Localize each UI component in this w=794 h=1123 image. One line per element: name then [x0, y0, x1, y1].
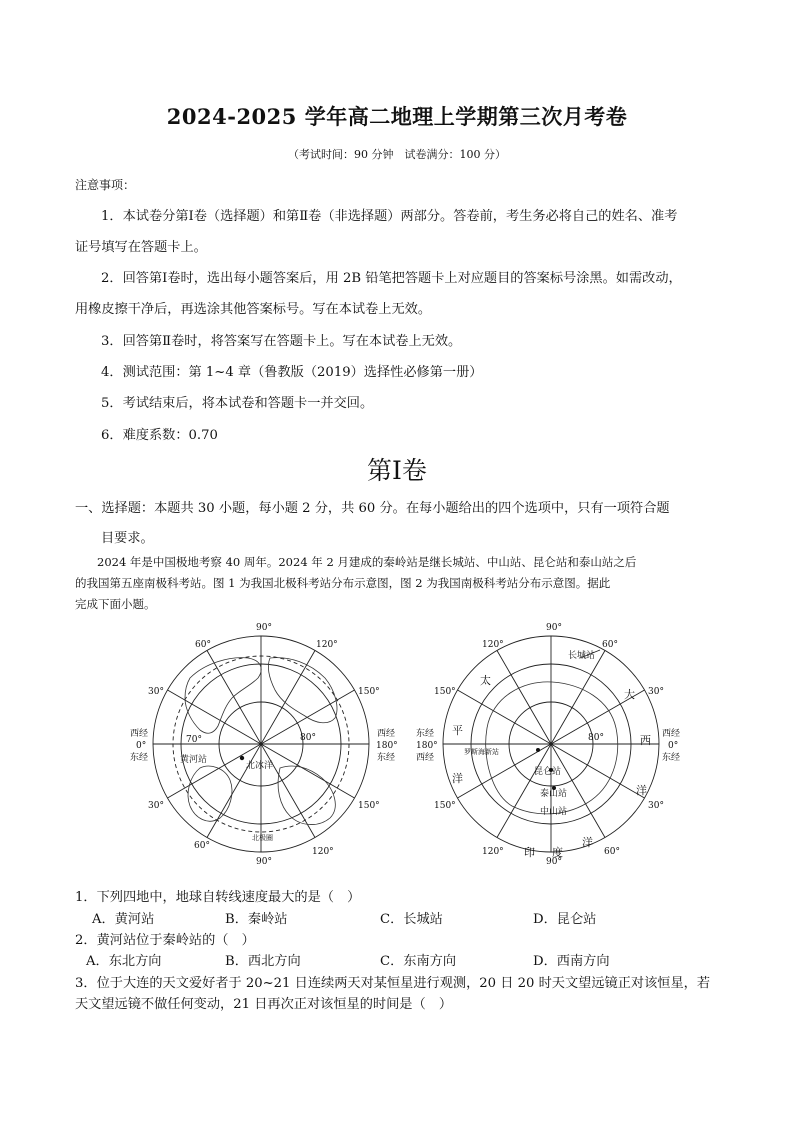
- map1-label: 30°: [148, 687, 164, 697]
- map2-label: 90°: [546, 857, 562, 866]
- map1-label: 150°: [358, 801, 380, 811]
- option-d[interactable]: D．昆仑站: [533, 912, 597, 927]
- ocean-label: 印: [524, 846, 535, 859]
- station-label: 泰山站: [540, 789, 568, 799]
- notice-item: 4．测试范围：第 1~4 章（鲁教版（2019）选择性必修第一册）: [101, 365, 483, 380]
- option-c[interactable]: C．东南方向: [380, 954, 457, 969]
- station-marker: [240, 756, 244, 760]
- map2-label: 150°: [434, 801, 456, 811]
- notice-item: 1．本试卷分第Ⅰ卷（选择题）和第Ⅱ卷（非选择题）两部分。答卷前，考生务必将自己的姓名、准考: [101, 209, 678, 224]
- map2-label: 30°: [648, 801, 664, 811]
- notice-heading: 注意事项：: [75, 178, 136, 192]
- option-b[interactable]: B．西北方向: [225, 954, 301, 969]
- map2-label: 西经: [416, 753, 435, 763]
- map1-label: 0°: [136, 741, 147, 751]
- map1-label: 70°: [186, 735, 202, 745]
- section-instruction-cont: 目要求。: [101, 531, 154, 546]
- map1-label: 东经: [377, 753, 396, 763]
- question-options: [92, 908, 712, 928]
- map1-label: 90°: [256, 623, 272, 633]
- station-label: 长城站: [568, 651, 596, 661]
- map2-label: 30°: [648, 687, 664, 697]
- map1-label: 60°: [194, 841, 210, 851]
- map2-label: 150°: [434, 687, 456, 697]
- map1-label: 120°: [312, 847, 334, 857]
- ocean-label: 洋: [582, 836, 593, 849]
- ocean-label: 平: [452, 724, 463, 737]
- map1-label: 60°: [195, 640, 211, 650]
- question-stem: 2．黄河站位于秦岭站的（ ）: [75, 933, 255, 948]
- notice-item: 6．难度系数：0.70: [101, 428, 218, 443]
- map1-label: 80°: [300, 733, 316, 743]
- option-a[interactable]: A．东北方向: [86, 954, 162, 969]
- station-label: 中山站: [540, 807, 568, 817]
- option-c[interactable]: C．长城站: [380, 912, 443, 927]
- map1-label: 西经: [377, 729, 396, 739]
- notice-item: 2．回答第Ⅰ卷时，选出每小题答案后，用 2B 铅笔把答题卡上对应题目的答案标号涂黑。如需改动，: [101, 271, 682, 286]
- notice-item: 5．考试结束后，将本试卷和答题卡一并交回。: [101, 396, 374, 411]
- map2-label: 120°: [482, 847, 504, 857]
- question-stem: 3．位于大连的天文爱好者于 20~21 日连续两天对某恒星进行观测，20 日 20 时天文望远镜正对该恒星，若: [75, 976, 711, 991]
- ocean-label: 北冰洋: [246, 761, 274, 771]
- intro-text: 的我国第五座南极科考站。图 1 为我国北极科考站分布示意图，图 2 为我国南极科考站分布示意图。据此: [75, 576, 611, 590]
- map1-label: 东经: [130, 753, 149, 763]
- intro-text: 2024 年是中国极地考察 40 周年。2024 年 2 月建成的秦岭站是继长城站、中山站、昆仑站和泰山站之后: [97, 555, 637, 569]
- question-stem: 1．下列四地中，地球自转线速度最大的是（ ）: [75, 890, 361, 905]
- ocean-label: 太: [480, 674, 491, 687]
- ocean-label: 洋: [452, 772, 463, 785]
- notice-item: 用橡皮擦干净后，再选涂其他答案标号。写在本试卷上无效。: [75, 302, 432, 317]
- page-title: 2024-2025 学年高二地理上学期第三次月考卷: [166, 104, 628, 129]
- arctic-map: [130, 618, 400, 866]
- ocean-label: 大: [624, 688, 635, 701]
- map1-label: 西经: [130, 729, 149, 739]
- ocean-label: 洋: [636, 784, 647, 797]
- notice-item: 3．回答第Ⅱ卷时，将答案写在答题卡上。写在本试卷上无效。: [101, 334, 462, 349]
- antarctic-map: [412, 618, 684, 866]
- map2-label: 东经: [416, 729, 435, 739]
- map2-label: 0°: [668, 741, 679, 751]
- map2-label: 90°: [546, 623, 562, 633]
- option-b[interactable]: B．秦岭站: [225, 912, 288, 927]
- map2-label: 120°: [482, 640, 504, 650]
- section-instruction: 一、选择题：本题共 30 小题，每小题 2 分，共 60 分。在每小题给出的四个选项中，只有一项符合题: [75, 501, 670, 516]
- map1-label: 90°: [256, 857, 272, 866]
- notice-item: 证号填写在答题卡上。: [75, 240, 207, 255]
- map1-label: 180°: [376, 741, 398, 751]
- volume-heading: 第Ⅰ卷: [367, 456, 427, 485]
- map2-label: 80°: [588, 733, 604, 743]
- map1-label: 30°: [148, 801, 164, 811]
- map2-label: 西经: [662, 729, 681, 739]
- circle-label: 北极圈: [252, 834, 273, 842]
- map2-label: 60°: [604, 847, 620, 857]
- map2-label: 东经: [662, 753, 681, 763]
- question-stem-cont: 天文望远镜不做任何变动，21 日再次正对该恒星的时间是（ ）: [75, 997, 453, 1012]
- station-label: 黄河站: [180, 755, 208, 765]
- station-label: 罗斯海新站: [464, 748, 499, 756]
- intro-text: 完成下面小题。: [75, 597, 156, 611]
- map1-label: 120°: [316, 640, 338, 650]
- station-label: 昆仑站: [534, 767, 562, 777]
- ocean-label: 西: [640, 734, 651, 747]
- option-a[interactable]: A．黄河站: [92, 912, 155, 927]
- map2-label: 180°: [416, 741, 438, 751]
- map1-label: 150°: [358, 687, 380, 697]
- exam-info: （考试时间：90 分钟 试卷满分：100 分）: [288, 148, 506, 161]
- map2-label: 60°: [602, 640, 618, 650]
- option-d[interactable]: D．西南方向: [533, 954, 610, 969]
- ocean-label: 度: [552, 846, 563, 859]
- question-options: [86, 950, 712, 970]
